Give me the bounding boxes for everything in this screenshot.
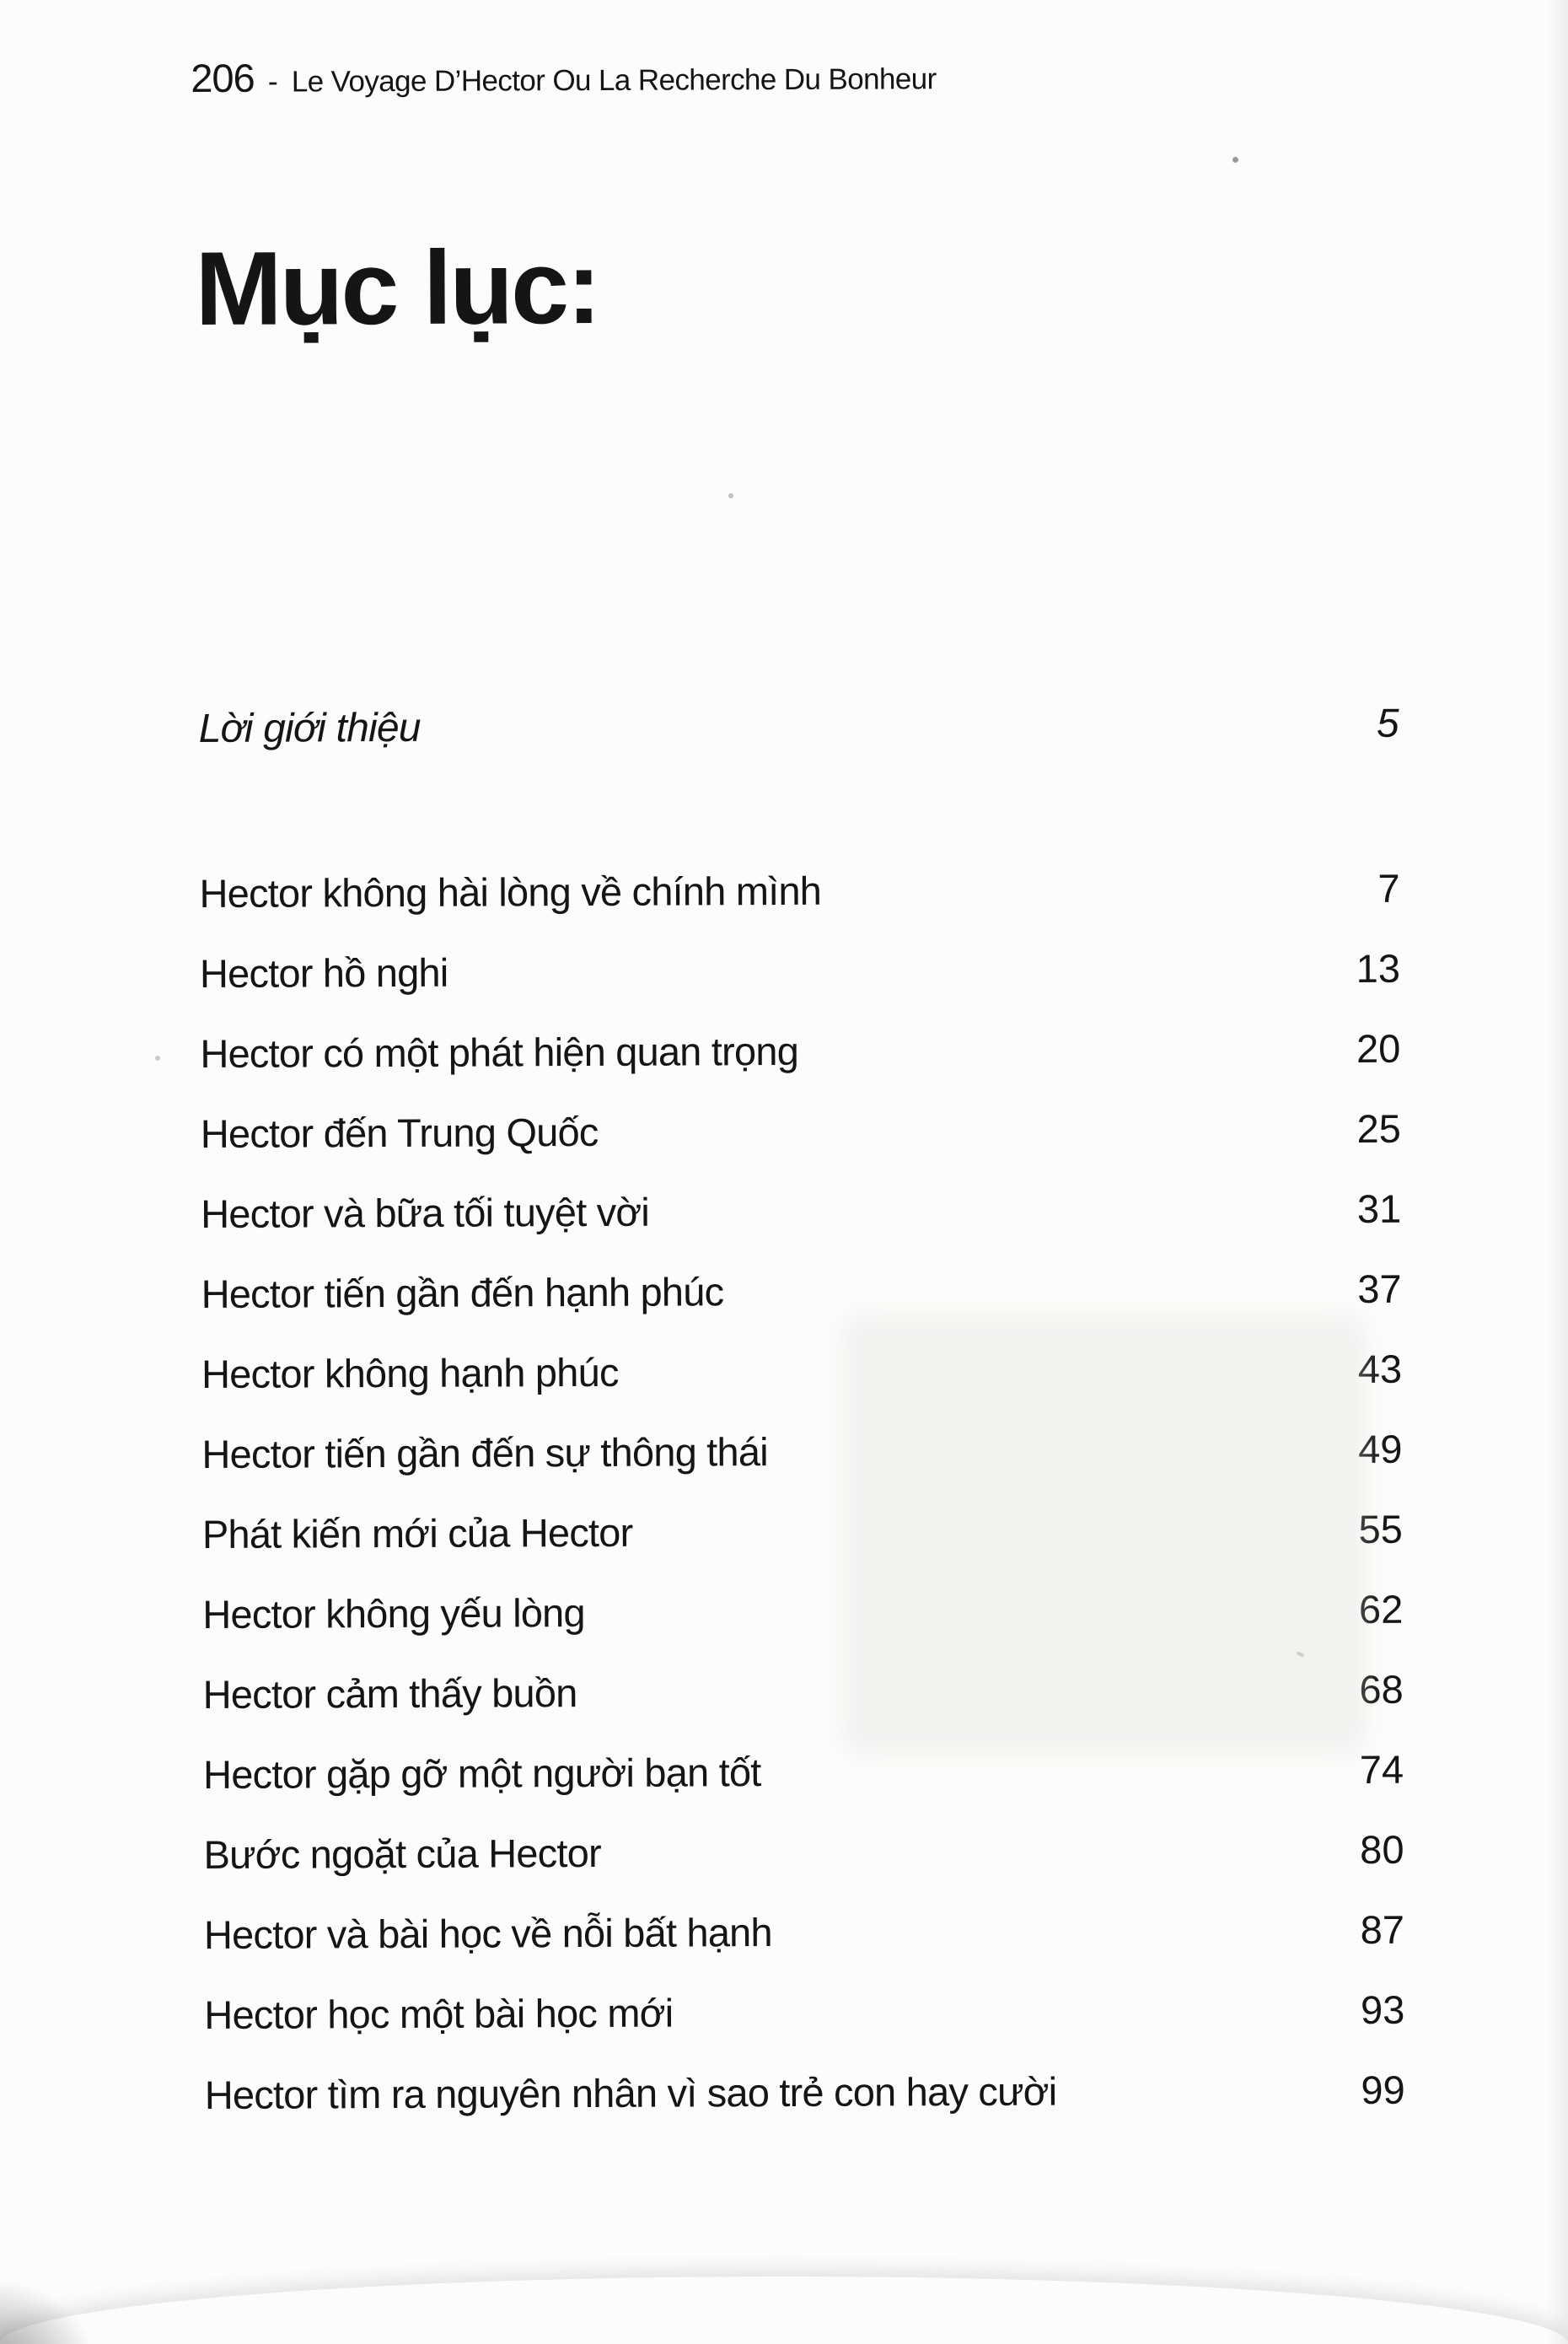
toc-entry-row [199, 863, 1399, 919]
toc-list [199, 699, 1405, 2150]
toc-entry-row [201, 1344, 1402, 1400]
toc-entry-page-number: 80 [1360, 1826, 1404, 1873]
toc-entry-row [203, 1825, 1404, 1880]
toc-entry-label: Hector đến Trung Quốc [200, 1109, 599, 1157]
toc-entry-label: Hector tiến gần đến hạnh phúc [201, 1269, 724, 1317]
toc-entry-label: Hector có một phát hiện quan trọng [200, 1028, 799, 1077]
toc-entry-label: Hector học một bài học mới [204, 1990, 674, 2038]
toc-entry-row [204, 1905, 1404, 1960]
toc-entry-row [200, 944, 1400, 999]
toc-entry-page-number: 55 [1358, 1506, 1403, 1552]
toc-entry-label: Phát kiến mới của Hector [201, 1509, 633, 1557]
toc-intro-page-number: 5 [1376, 701, 1399, 746]
toc-entry-label: Hector và bữa tối tuyệt vời [201, 1189, 650, 1237]
toc-entry-label: Hector tiến gần đến sự thông thái [201, 1429, 768, 1477]
toc-entry-page-number: 87 [1360, 1906, 1405, 1953]
toc-entry-row [202, 1584, 1403, 1640]
toc-entry-label: Bước ngoặt của Hector [203, 1830, 601, 1878]
toc-entry-row [201, 1184, 1401, 1239]
toc-entry-row [201, 1424, 1402, 1480]
toc-entry-page-number: 37 [1357, 1266, 1402, 1312]
toc-entry-page-number: 49 [1358, 1426, 1403, 1472]
running-header [191, 51, 937, 101]
toc-entry-page-number: 20 [1356, 1025, 1401, 1072]
toc-entry-label: Hector hồ nghi [199, 949, 448, 997]
toc-entry-row [200, 1024, 1400, 1079]
toc-entry-label: Hector tìm ra nguyên nhân vì sao trẻ con hay cười [204, 2068, 1057, 2118]
toc-entry-label: Hector không yếu lòng [202, 1590, 585, 1637]
toc-entry-row [205, 2065, 1405, 2121]
toc-entry-row [201, 1104, 1401, 1159]
toc-entry-label: Hector và bài học về nỗi bất hạnh [203, 1910, 772, 1958]
header-book-title: Le Voyage D’Hector Ou La Recherche Du Bonheur [291, 62, 937, 99]
toc-entry-label: Hector không hạnh phúc [201, 1349, 619, 1397]
toc-entry-label: Hector gặp gỡ một người bạn tốt [202, 1750, 761, 1798]
toc-intro-row [199, 699, 1399, 755]
toc-entry-row [201, 1264, 1401, 1320]
toc-entry-page-number: 93 [1360, 1986, 1405, 2033]
toc-entry-page-number: 68 [1359, 1666, 1404, 1712]
header-page-number: 206 [191, 55, 255, 101]
page-title: Mục lục: [195, 228, 599, 348]
toc-entry-row [203, 1664, 1404, 1720]
toc-entry-row [203, 1745, 1404, 1800]
toc-intro-label: Lời giới thiệu [198, 705, 421, 752]
toc-entry-page-number: 99 [1361, 2067, 1405, 2113]
toc-entry-label: Hector cảm thấy buồn [202, 1670, 577, 1718]
toc-entry-page-number: 7 [1377, 865, 1400, 911]
toc-entry-page-number: 43 [1357, 1346, 1403, 1392]
toc-entry-page-number: 62 [1358, 1586, 1404, 1632]
toc-entry-page-number: 31 [1356, 1185, 1402, 1232]
toc-entry-row [204, 1985, 1404, 2040]
toc-entry-page-number: 74 [1359, 1746, 1404, 1793]
toc-entry-label: Hector không hài lòng về chính mình [199, 868, 822, 917]
header-separator: - [267, 63, 278, 99]
toc-entry-page-number: 25 [1356, 1105, 1401, 1152]
toc-entry-row [202, 1504, 1403, 1560]
toc-entry-page-number: 13 [1356, 945, 1401, 992]
